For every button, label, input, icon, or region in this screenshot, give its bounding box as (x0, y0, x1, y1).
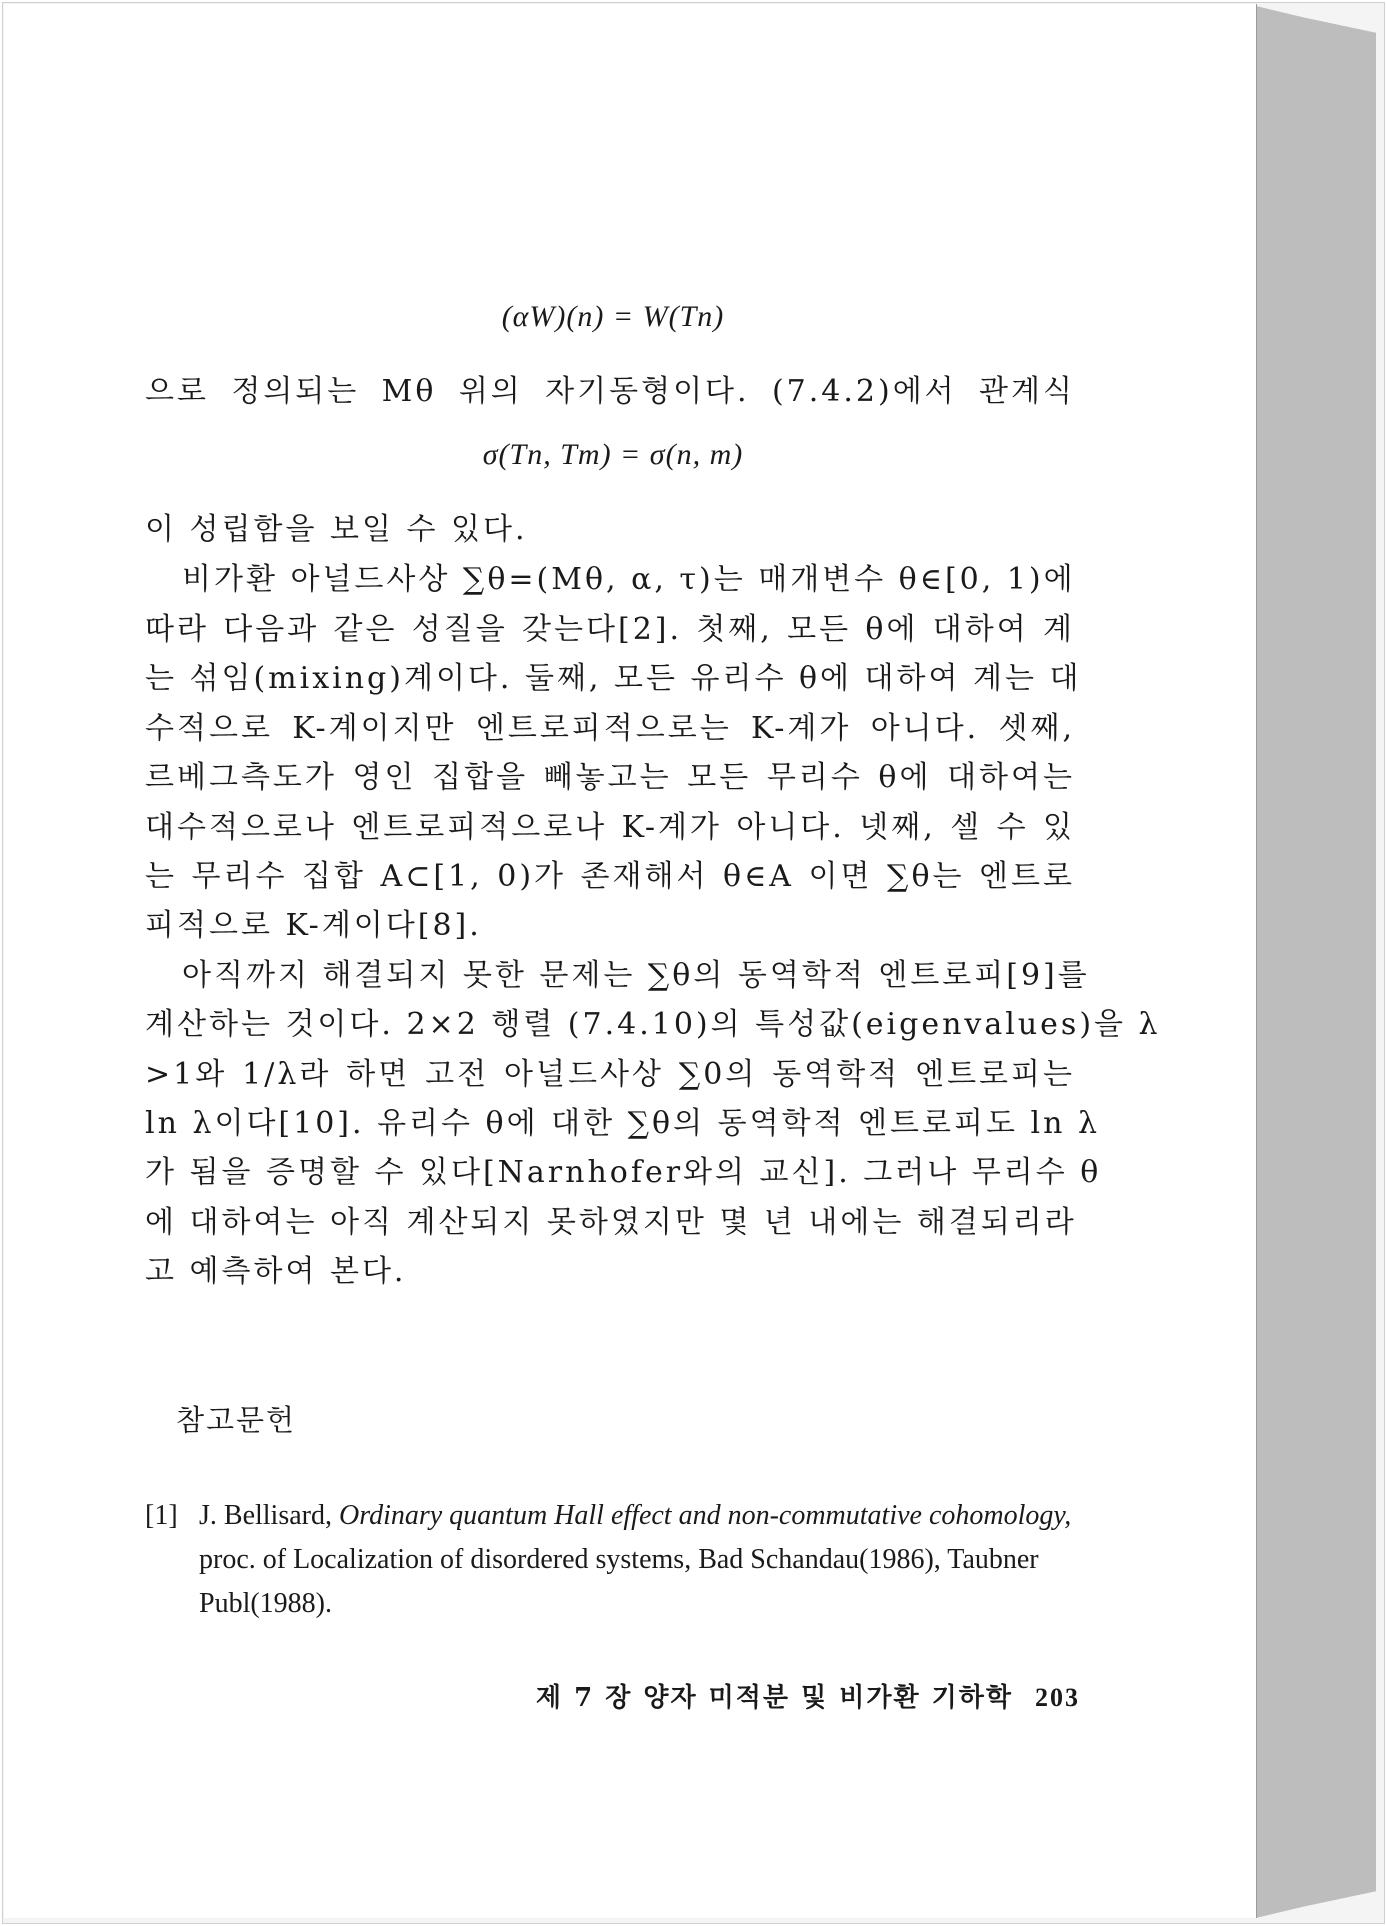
text-line: 이 성립함을 보일 수 있다. (145, 512, 528, 547)
equation-aw: (αW)(n) = W(Tn) (501, 300, 725, 333)
text-line: 르베그측도가 영인 집합을 빼놓고는 모든 무리수 θ에 대하여는 (145, 760, 1075, 795)
text-line: ln λ이다[10]. 유리수 θ에 대한 ∑θ의 동역학적 엔트로피도 ln λ (145, 1106, 1100, 1141)
page-number: 203 (1035, 1683, 1080, 1712)
text-line: >1와 1/λ라 하면 고전 아널드사상 ∑0의 동역학적 엔트로피는 (145, 1057, 1075, 1092)
running-footer (520, 1677, 1080, 1714)
reference-publication: proc. of Localization of disordered systems, Bad Schandau(1986), Taubner Publ(1988). (199, 1544, 1039, 1619)
references-heading: 참고문헌 (176, 1403, 297, 1437)
text-line: 수적으로 K-계이지만 엔트로피적으로는 K-계가 아니다. 셋째, (145, 711, 1075, 746)
text-line: 따라 다음과 같은 성질을 갖는다[2]. 첫째, 모든 θ에 대하여 계 (145, 612, 1075, 647)
chapter-title: 제 7 장 양자 미적분 및 비가환 기하학 (535, 1683, 1013, 1713)
text-line: 가 됨을 증명할 수 있다[Narnhofer와의 교신]. 그러나 무리수 θ (145, 1155, 1102, 1190)
reference-number: [1] (145, 1500, 178, 1531)
reference-title: Ordinary quantum Hall effect and non-commutative cohomology, (339, 1500, 1072, 1531)
text-line: 으로 정의되는 Mθ 위의 자기동형이다. (7.4.2)에서 관계식 (145, 374, 1075, 409)
text-line: 계산하는 것이다. 2×2 행렬 (7.4.10)의 특성값(eigenvalues)을 λ (145, 1007, 1161, 1042)
text-line: 비가환 아널드사상 ∑θ=(Mθ, α, τ)는 매개변수 θ∈[0, 1)에 (182, 562, 1076, 597)
reference-author: J. Bellisard, (199, 1500, 339, 1531)
text-line: 는 무리수 집합 A⊂[1, 0)가 존재해서 θ∈A 이면 ∑θ는 엔트로 (145, 859, 1075, 894)
text-line: 피적으로 K-계이다[8]. (145, 908, 482, 943)
text-line: 고 예측하여 본다. (145, 1254, 407, 1289)
equation-sigma: σ(Tn, Tm) = σ(n, m) (482, 438, 744, 471)
text-line: 아직까지 해결되지 못한 문제는 ∑θ의 동역학적 엔트로피[9]를 (182, 958, 1090, 993)
text-line: 에 대하여는 아직 계산되지 못하였지만 몇 년 내에는 해결되리라 (145, 1205, 1077, 1240)
text-line: 는 섞임(mixing)계이다. 둘째, 모든 유리수 θ에 대하여 계는 대 (145, 661, 1082, 696)
page-edge-shadow (1256, 6, 1376, 1918)
text-line: 대수적으로나 엔트로피적으로나 K-계가 아니다. 넷째, 셀 수 있 (145, 810, 1075, 845)
reference-body (199, 1494, 1075, 1626)
